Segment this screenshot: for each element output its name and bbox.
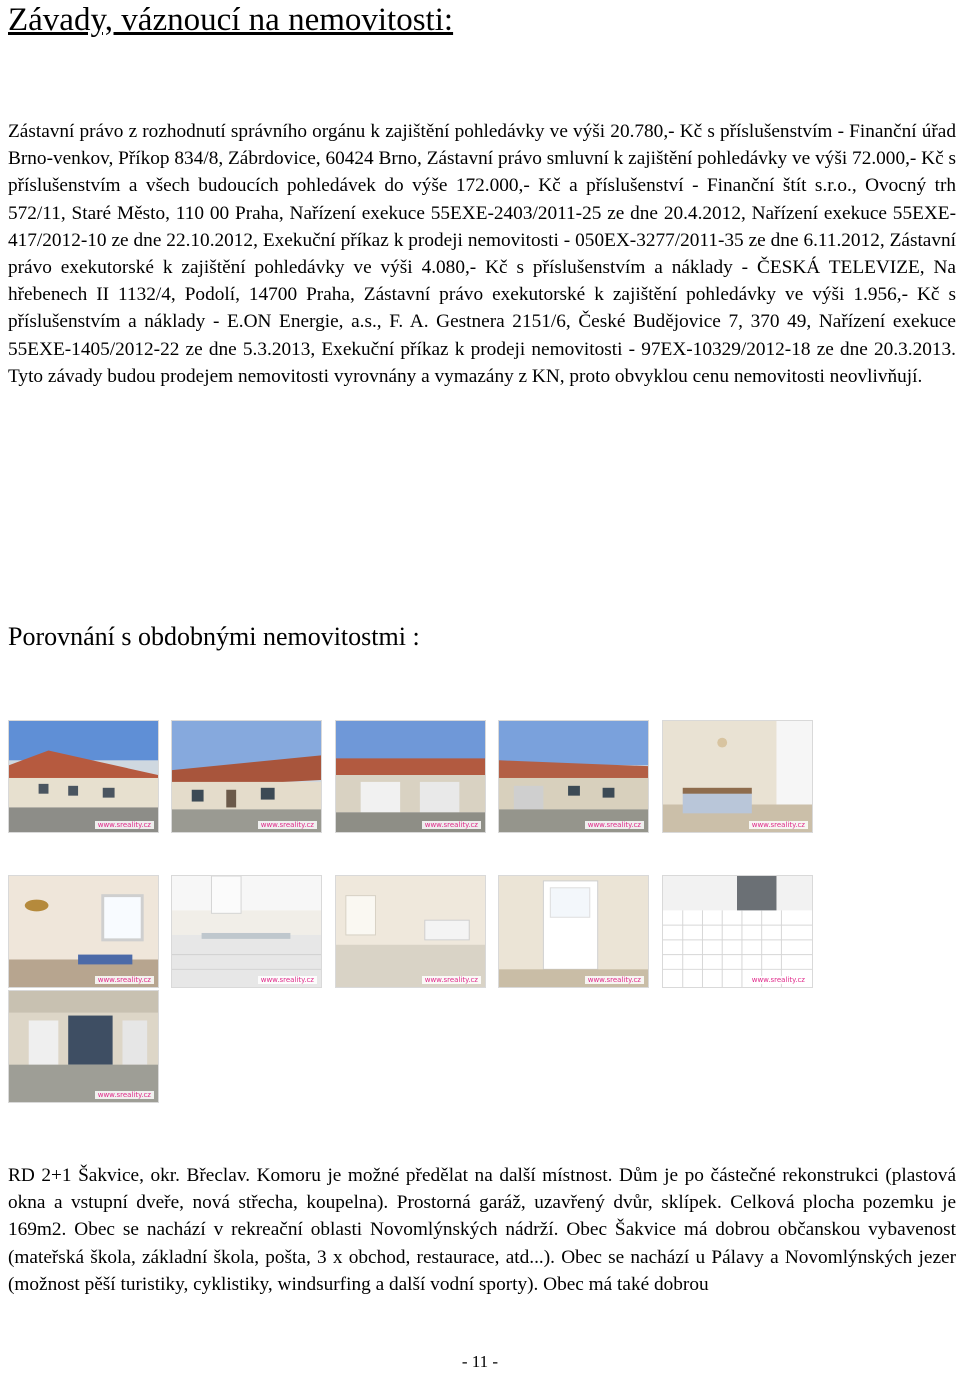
house-exterior-photo: www.sreality.cz [171,720,322,833]
page-number: - 11 - [461,1352,499,1371]
garage-photo: www.sreality.cz [335,720,486,833]
comparison-heading: Porovnání s obdobnými nemovitostmi : [8,622,420,651]
bedroom-photo: www.sreality.cz [662,720,813,833]
house-exterior-photo: www.sreality.cz [498,720,649,833]
bathroom-photo: www.sreality.cz [662,875,813,988]
courtyard-photo: www.sreality.cz [8,990,159,1103]
defects-paragraph: Zástavní právo z rozhodnutí správního orgánu k zajištění pohledávky ve výši 20.780,- Kč s příslušenstvím - Finanční úřad Brno-venkov, Příkop 834/8, Zábrdovice, 60424 Brno, Zástavní právo smluvní k zajištění pohledávky ve výši 72.000,- Kč s příslušenstvím a všech budoucích pohledávek do výše 172.000,- Kč a příslušenství - Finanční štít s.r.o., Ovocný trh 572/11, Staré Město, 110 00 Praha, Nařízení exekuce 55EXE-2403/2011-25 ze dne 20.4.2012, Nařízení exekuce 55EXE-417/2012-10 ze dne 22.10.2012, Exekuční příkaz k prodeji nemovitosti - 050EX-3277/2011-35 ze dne 6.11.2012, Zástavní právo exekutorské k zajištění pohledávky ve výši 4.080,- Kč s příslušenstvím a náklady - ČESKÁ TELEVIZE, Na hřebenech II 1132/4, Podolí, 14700 Praha, Zástavní právo exekutorské k zajištění pohledávky ve výši 1.956,- Kč s příslušenstvím a náklady - E.ON Energie, a.s., F. A. Gestnera 2151/6, České Budějovice 7, 370 49, Nařízení exekuce 55EXE-1405/2012-22 ze dne 5.3.2013, Exekuční příkaz k prodeji nemovitosti - 97EX-10329/2012-18 ze dne 20.3.2013. Tyto závady budou prodejem nemovitosti vyrovnány a vymazány z KN, proto obvyklou cenu nemovitosti neovlivňují. [8,121,956,387]
defects-heading: Závady, váznoucí na nemovitosti: [8,2,454,38]
house-exterior-photo: www.sreality.cz [8,720,159,833]
property-description: RD 2+1 Šakvice, okr. Břeclav. Komoru je možné předělat na další místnost. Dům je po částečné rekonstrukci (plastová okna a vstupní dveře, nová střecha, koupelna). Prostorná garáž, uzavřený dvůr, sklípek. Celková plocha pozemku je 169m2. Obec se nachází v rekreační oblasti Novomlýnských nádrží. Obec Šakvice má dobrou občanskou vybavenost (mateřská škola, základní škola, pošta, 3 x obchod, restaurace, atd...). Obec se nachází u Pálavy a Novomlýnských jezer (možnost pěší turistiky, cyklistiky, windsurfing a další vodní sporty). Obec má také dobrou [8,1165,956,1295]
room-photo: www.sreality.cz [8,875,159,988]
kitchen-photo: www.sreality.cz [335,875,486,988]
kitchen-photo: www.sreality.cz [171,875,322,988]
hallway-photo: www.sreality.cz [498,875,649,988]
